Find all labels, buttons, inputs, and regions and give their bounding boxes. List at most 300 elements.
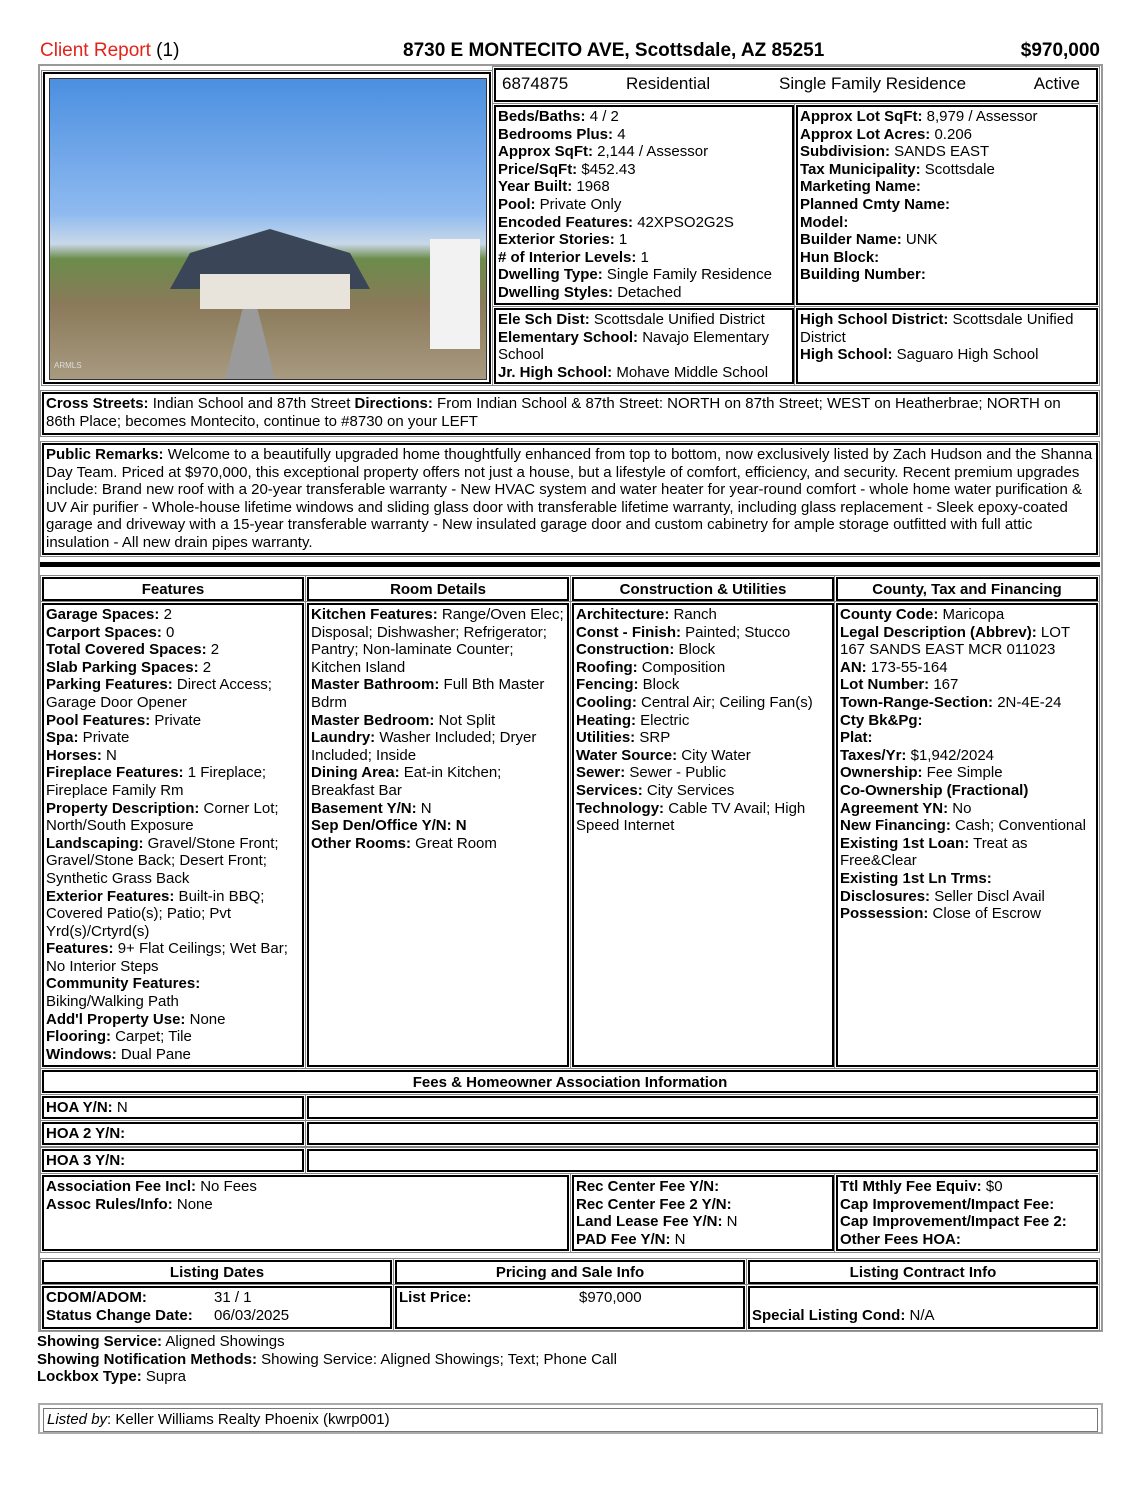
field-label: Showing Notification Methods:: [37, 1350, 257, 1368]
field-row: [576, 729, 830, 747]
field-row: [576, 606, 830, 624]
contract-body: [748, 1286, 1098, 1329]
field-row: [800, 161, 1094, 179]
field-label: Horses:: [46, 746, 102, 764]
field-value: 42XPSO2G2S: [633, 213, 734, 231]
field-label: HOA 2 Y/N:: [46, 1125, 126, 1142]
field-row: [311, 817, 565, 835]
status-change-label: Status Change Date:: [46, 1306, 193, 1324]
field-row: [311, 676, 565, 711]
field-label: Approx Lot Acres:: [800, 125, 931, 143]
field-label: Utilities:: [576, 729, 636, 747]
field-row: [311, 800, 565, 818]
field-row: [46, 712, 300, 730]
field-value: N: [722, 1213, 738, 1231]
field-label: Plat:: [840, 729, 873, 747]
field-label: Architecture:: [576, 606, 670, 623]
field-row: [840, 888, 1094, 906]
field-label: Builder Name:: [800, 231, 902, 249]
header-price: $970,000: [1020, 40, 1100, 61]
field-row: [46, 1099, 300, 1117]
field-value: Corner Lot; North/South Exposure: [46, 799, 279, 835]
field-value: 2N-4E-24: [993, 693, 1062, 711]
field-label: Rec Center Fee Y/N:: [576, 1178, 720, 1195]
field-label: Possession:: [840, 905, 929, 923]
field-row: [840, 870, 1094, 888]
field-label: Water Source:: [576, 746, 678, 764]
field-label: High School:: [800, 346, 893, 364]
report-title: [40, 40, 179, 62]
field-value: SANDS EAST: [890, 143, 990, 161]
construction-body: [572, 603, 834, 1067]
field-label: Exterior Features:: [46, 887, 175, 905]
field-label: Heating:: [576, 711, 636, 729]
field-row: [840, 764, 1094, 782]
field-label: Slab Parking Spaces:: [46, 658, 199, 676]
field-row: [800, 311, 1094, 346]
photo-box: [43, 72, 491, 384]
field-value: 173-55-164: [866, 658, 948, 676]
field-value: 1: [636, 248, 649, 266]
field-value: Private: [78, 729, 130, 747]
field-label: Cross Streets:: [46, 395, 149, 412]
field-row: [498, 231, 790, 249]
field-row: [37, 1333, 1097, 1351]
property-address: 8730 E MONTECITO AVE, Scottsdale, AZ 85251: [403, 40, 825, 61]
field-row: [498, 108, 790, 126]
field-value: Gravel/Stone Front; Gravel/Stone Back; Desert Front; Synthetic Grass Back: [46, 834, 279, 887]
features-header: Features: [42, 577, 304, 601]
field-value: No Fees: [196, 1178, 257, 1195]
field-row: [840, 676, 1094, 694]
field-label: High School District:: [800, 311, 949, 328]
field-label: HOA 3 Y/N:: [46, 1152, 126, 1169]
field-value: Carpet; Tile: [110, 1028, 192, 1046]
field-value: Close of Escrow: [928, 905, 1041, 923]
field-value: 2: [198, 658, 212, 676]
field-row: [46, 1196, 565, 1214]
field-value: None: [185, 1010, 226, 1028]
field-value: Composition: [637, 658, 726, 676]
field-value: 8,979 / Assessor: [922, 108, 1038, 125]
field-value: Aligned Showings: [162, 1333, 285, 1350]
field-label: Sep Den/Office Y/N: N: [311, 817, 467, 835]
field-value: $452.43: [577, 160, 636, 178]
room-details-body: [307, 603, 569, 1067]
field-row: [46, 676, 300, 711]
pricing-body: [395, 1286, 745, 1329]
field-row: [46, 888, 300, 941]
field-label: Price/SqFt:: [498, 160, 578, 178]
field-value: Welcome to a beautifully upgraded home thoughtfully enhanced from top to bottom, now exclusively listed by Zach Hudson and the Shanna Day Team. Priced at $970,000, this exceptional property offers not just a house, but a lifestyle of comfort, efficiency, and security. Recent premium upgrades include: Brand new roof with a 20-year transferable warranty - New HVAC system and water heater for year-round comfort - whole home water purification & UV Air purifier - Whole-house lifetime windows and sliding glass door with transferable lifetime warranty, including glass replacement - Sleek epoxy-coated garage and driveway with a 15-year transferable warranty - New insulated garage door and custom cabinetry for ample storage outfitted with full attic insulation - All new drain pipes warranty.: [46, 446, 1093, 551]
field-label: Elementary School:: [498, 328, 639, 346]
field-row: [840, 782, 1094, 817]
field-value: From Indian School & 87th Street: NORTH on 87th Street; WEST on Heatherbrae; NORTH on 86th Place; becomes Montecito, continue to #8730 on your LEFT: [46, 395, 1061, 430]
field-label: Flooring:: [46, 1028, 111, 1046]
field-label: Subdivision:: [800, 143, 890, 161]
field-value: Full Bth Master Bdrm: [311, 676, 545, 711]
field-value: 0.206: [930, 125, 973, 143]
field-label: Features:: [46, 940, 114, 958]
field-row: [840, 835, 1094, 870]
field-label: Showing Service:: [37, 1333, 163, 1350]
field-row: [576, 764, 830, 782]
showing-info: [37, 1333, 1097, 1386]
field-label: AN:: [840, 658, 867, 676]
field-row: [46, 641, 300, 659]
field-value: Dual Pane: [116, 1045, 191, 1063]
field-label: Cap Improvement/Impact Fee 2:: [840, 1213, 1067, 1231]
field-value: 2,144 / Assessor: [593, 143, 709, 161]
pricing-header: Pricing and Sale Info: [395, 1260, 745, 1284]
contract-header: Listing Contract Info: [748, 1260, 1098, 1284]
field-value: Cash; Conventional: [950, 817, 1086, 835]
field-label: Legal Description (Abbrev):: [840, 623, 1037, 641]
field-value: N: [101, 746, 117, 764]
field-label: Fencing:: [576, 676, 639, 694]
field-value: $1,942/2024: [906, 746, 995, 764]
field-row: [46, 606, 300, 624]
field-value: Navajo Elementary School: [498, 328, 769, 364]
field-label: Model:: [800, 213, 849, 231]
field-value: 167: [929, 676, 959, 694]
county-body: [836, 603, 1098, 1067]
field-label: Hun Block:: [800, 248, 880, 266]
field-row: [37, 1351, 1097, 1369]
field-label: Parking Features:: [46, 676, 173, 694]
photo-watermark: ARMLS: [54, 361, 82, 371]
field-row: [311, 712, 565, 730]
field-label: Tax Municipality:: [800, 160, 921, 178]
field-label: Cap Improvement/Impact Fee:: [840, 1195, 1055, 1213]
field-label: Spa:: [46, 729, 79, 747]
field-row: [576, 712, 830, 730]
field-label: Master Bedroom:: [311, 711, 435, 729]
field-label: Technology:: [576, 799, 665, 817]
field-value: Scottsdale Unified District: [800, 311, 1074, 346]
field-label: Basement Y/N:: [311, 799, 417, 817]
schools-left: [494, 308, 794, 384]
field-label: HOA Y/N:: [46, 1099, 113, 1116]
field-label: Disclosures:: [840, 887, 931, 905]
list-price-label: List Price:: [399, 1289, 472, 1306]
fees-header: Fees & Homeowner Association Information: [42, 1070, 1098, 1093]
report-count: (1): [156, 40, 180, 61]
rec-fees-box: [572, 1175, 834, 1251]
field-row: [840, 1213, 1094, 1231]
field-value: LOT 167 SANDS EAST MCR 011023: [840, 623, 1070, 659]
field-row: [46, 1046, 300, 1064]
field-label: Construction:: [576, 641, 675, 659]
special-listing-label: Special Listing Cond:: [752, 1307, 906, 1324]
mls-number: 6874875: [502, 74, 569, 93]
field-value: Private: [150, 711, 202, 729]
field-value: 9+ Flat Ceilings; Wet Bar; No Interior Steps: [46, 940, 288, 975]
field-value: 4 / 2: [585, 108, 619, 125]
field-row: [498, 249, 790, 267]
field-label: Property Description:: [46, 799, 200, 817]
field-value: Sewer - Public: [625, 764, 727, 782]
field-row: [800, 266, 1094, 284]
field-value: None: [172, 1195, 213, 1213]
field-label: Building Number:: [800, 266, 926, 284]
field-label: Sewer:: [576, 764, 626, 782]
field-label: Marketing Name:: [800, 178, 921, 196]
field-row: [800, 249, 1094, 267]
field-row: [576, 1213, 830, 1231]
field-label: Master Bathroom:: [311, 676, 440, 694]
field-row: [576, 694, 830, 712]
field-row: [576, 1196, 830, 1214]
field-value: Washer Included; Dryer Included; Inside: [311, 729, 537, 764]
field-value: Range/Oven Elec; Disposal; Dishwasher; Refrigerator; Pantry; Non-laminate Counter; Kitchen Island: [311, 606, 564, 676]
field-value: Ranch: [669, 606, 717, 623]
field-row: [498, 266, 790, 284]
field-label: Public Remarks:: [46, 446, 164, 463]
field-label: Land Lease Fee Y/N:: [576, 1213, 723, 1231]
field-value: N: [112, 1099, 128, 1116]
features-body: [42, 603, 304, 1067]
field-label: Approx SqFt:: [498, 143, 593, 161]
list-price-value: $970,000: [579, 1289, 642, 1306]
field-label: Encoded Features:: [498, 213, 634, 231]
property-type: Single Family Residence: [779, 74, 967, 93]
field-value: Electric: [636, 711, 690, 729]
field-row: [840, 694, 1094, 712]
field-value: N: [416, 799, 432, 817]
field-row: [840, 1231, 1094, 1249]
field-label: Dining Area:: [311, 764, 400, 782]
schools-right: [796, 308, 1098, 384]
listing-dates-body: [42, 1286, 392, 1329]
field-row: [576, 659, 830, 677]
field-value: 1 Fireplace; Fireplace Family Rm: [46, 764, 267, 799]
details-left: [494, 105, 794, 305]
field-label: Windows:: [46, 1045, 117, 1063]
field-row: [46, 800, 300, 835]
field-label: Landscaping:: [46, 834, 144, 852]
assoc-fees-box: [42, 1175, 569, 1251]
property-photo[interactable]: [49, 78, 487, 380]
field-label: Dwelling Styles:: [498, 283, 614, 301]
hoa-row-1: [42, 1096, 304, 1119]
hoa-row-3: [42, 1149, 304, 1172]
field-label: Planned Cmty Name:: [800, 195, 951, 213]
field-row: [576, 782, 830, 800]
cdom-value: 31 / 1: [214, 1289, 252, 1306]
listed-by: [43, 1408, 1098, 1432]
field-value: Not Split: [434, 711, 496, 729]
field-row: [840, 817, 1094, 835]
field-value: Detached: [613, 283, 682, 301]
field-label: Co-Ownership (Fractional) Agreement YN:: [840, 781, 1029, 817]
field-row: [311, 606, 565, 676]
field-label: Beds/Baths:: [498, 108, 586, 125]
field-label: Assoc Rules/Info:: [46, 1195, 173, 1213]
room-details-header: Room Details: [307, 577, 569, 601]
field-row: [576, 1178, 830, 1196]
field-row: [800, 196, 1094, 214]
field-value: Maricopa: [938, 606, 1005, 623]
field-row: [840, 606, 1094, 624]
field-value: City Water: [677, 746, 751, 764]
construction-header: Construction & Utilities: [572, 577, 834, 601]
field-value: Painted; Stucco: [681, 623, 791, 641]
field-label: Rec Center Fee 2 Y/N:: [576, 1195, 732, 1213]
public-remarks-box: [42, 443, 1098, 555]
field-value: Scottsdale Unified District: [589, 311, 765, 328]
field-label: Pool Features:: [46, 711, 151, 729]
field-label: Kitchen Features:: [311, 606, 438, 623]
field-value: UNK: [901, 231, 938, 249]
field-row: [800, 214, 1094, 232]
field-row: [800, 108, 1094, 126]
walkway: [225, 309, 275, 379]
hoa-row-2-detail: [307, 1122, 1098, 1145]
report-label: Client Report: [40, 40, 151, 61]
field-label: Dwelling Type:: [498, 266, 603, 284]
house-wall: [200, 274, 350, 309]
field-label: Jr. High School:: [498, 363, 613, 381]
listing-status: Active: [1033, 74, 1080, 93]
directions-box: [42, 392, 1098, 435]
field-row: [46, 729, 300, 747]
field-label: Taxes/Yr:: [840, 746, 907, 764]
field-row: [46, 835, 300, 888]
field-value: Treat as Free&Clear: [840, 834, 1028, 870]
field-label: Directions:: [354, 395, 433, 412]
field-row: [498, 196, 790, 214]
listed-by-label: Listed by: [47, 1411, 108, 1428]
field-value: City Services: [642, 781, 735, 799]
field-label: Existing 1st Ln Trms:: [840, 869, 992, 887]
field-row: [576, 624, 830, 642]
field-label: Association Fee Incl:: [46, 1178, 197, 1195]
field-label: Ele Sch Dist:: [498, 311, 590, 328]
total-fees-box: [836, 1175, 1098, 1251]
field-value: 0: [161, 623, 175, 641]
hoa-row-1-detail: [307, 1096, 1098, 1119]
field-label: Approx Lot SqFt:: [800, 108, 923, 125]
field-value: 4: [613, 125, 626, 143]
field-value: Indian School and 87th Street: [148, 395, 355, 412]
field-row: [46, 659, 300, 677]
field-value: Scottsdale: [920, 160, 995, 178]
field-label: Exterior Stories:: [498, 231, 615, 249]
field-value: N: [670, 1230, 686, 1248]
field-label: Year Built:: [498, 178, 573, 196]
field-value: Showing Service: Aligned Showings; Text; Phone Call: [256, 1350, 617, 1368]
field-label: Add'l Property Use:: [46, 1010, 186, 1028]
field-label: Lockbox Type:: [37, 1368, 142, 1386]
field-row: [800, 231, 1094, 249]
field-row: [498, 284, 790, 302]
field-row: [498, 161, 790, 179]
field-label: Community Features:: [46, 975, 201, 993]
field-row: [840, 905, 1094, 923]
field-row: [46, 446, 1094, 552]
field-row: [800, 126, 1094, 144]
field-value: 1: [614, 231, 628, 249]
field-label: New Financing:: [840, 817, 951, 835]
field-row: [498, 214, 790, 232]
field-label: Other Fees HOA:: [840, 1230, 961, 1248]
special-listing-value: N/A: [905, 1307, 935, 1324]
field-value: Biking/Walking Path: [46, 993, 179, 1011]
hoa-row-3-detail: [307, 1149, 1098, 1172]
listing-dates-header: Listing Dates: [42, 1260, 392, 1284]
field-label: Bedrooms Plus:: [498, 125, 614, 143]
field-row: [576, 747, 830, 765]
field-value: 2: [206, 641, 220, 659]
field-value: Fee Simple: [922, 764, 1003, 782]
field-label: Fireplace Features:: [46, 764, 184, 782]
cdom-label: CDOM/ADOM:: [46, 1289, 147, 1306]
field-value: Central Air; Ceiling Fan(s): [636, 693, 813, 711]
field-row: [46, 975, 300, 1010]
field-row: [46, 1152, 300, 1170]
field-row: [498, 364, 790, 382]
field-value: Built-in BBQ; Covered Patio(s); Patio; Pvt Yrd(s)/Crtyrd(s): [46, 887, 265, 940]
field-row: [498, 143, 790, 161]
field-row: [498, 178, 790, 196]
field-label: # of Interior Levels:: [498, 248, 637, 266]
field-row: [498, 311, 790, 329]
field-value: Eat-in Kitchen; Breakfast Bar: [311, 764, 502, 799]
field-label: Roofing:: [576, 658, 638, 676]
field-value: Direct Access; Garage Door Opener: [46, 676, 272, 711]
field-value: Single Family Residence: [602, 266, 772, 284]
field-label: Total Covered Spaces:: [46, 641, 207, 659]
field-label: Ownership:: [840, 764, 923, 782]
field-row: [46, 747, 300, 765]
field-row: [46, 1125, 300, 1143]
field-label: Cooling:: [576, 693, 637, 711]
field-row: [576, 800, 830, 835]
field-row: [46, 395, 355, 412]
field-value: 1968: [572, 178, 610, 196]
field-value: Block: [638, 676, 680, 694]
field-row: [46, 940, 300, 975]
status-change-value: 06/03/2025: [214, 1306, 290, 1324]
hoa-row-2: [42, 1122, 304, 1145]
field-row: [311, 729, 565, 764]
field-row: [840, 1196, 1094, 1214]
field-row: [46, 1028, 300, 1046]
field-row: [498, 329, 790, 364]
field-row: [576, 1231, 830, 1249]
field-row: [840, 624, 1094, 659]
field-label: Ttl Mthly Fee Equiv:: [840, 1178, 982, 1195]
listing-summary: [494, 68, 1098, 102]
field-row: [840, 747, 1094, 765]
field-value: Supra: [141, 1368, 186, 1386]
field-value: No: [948, 799, 972, 817]
field-value: Private Only: [535, 195, 622, 213]
garage-wall: [430, 239, 480, 349]
field-label: Carport Spaces:: [46, 623, 162, 641]
field-row: [800, 143, 1094, 161]
field-row: [576, 641, 830, 659]
field-row: [46, 624, 300, 642]
field-label: Pool:: [498, 195, 536, 213]
field-row: [840, 712, 1094, 730]
field-row: [46, 1011, 300, 1029]
field-value: Great Room: [411, 834, 497, 852]
field-label: Services:: [576, 781, 643, 799]
field-row: [46, 764, 300, 799]
field-value: SRP: [635, 729, 671, 747]
